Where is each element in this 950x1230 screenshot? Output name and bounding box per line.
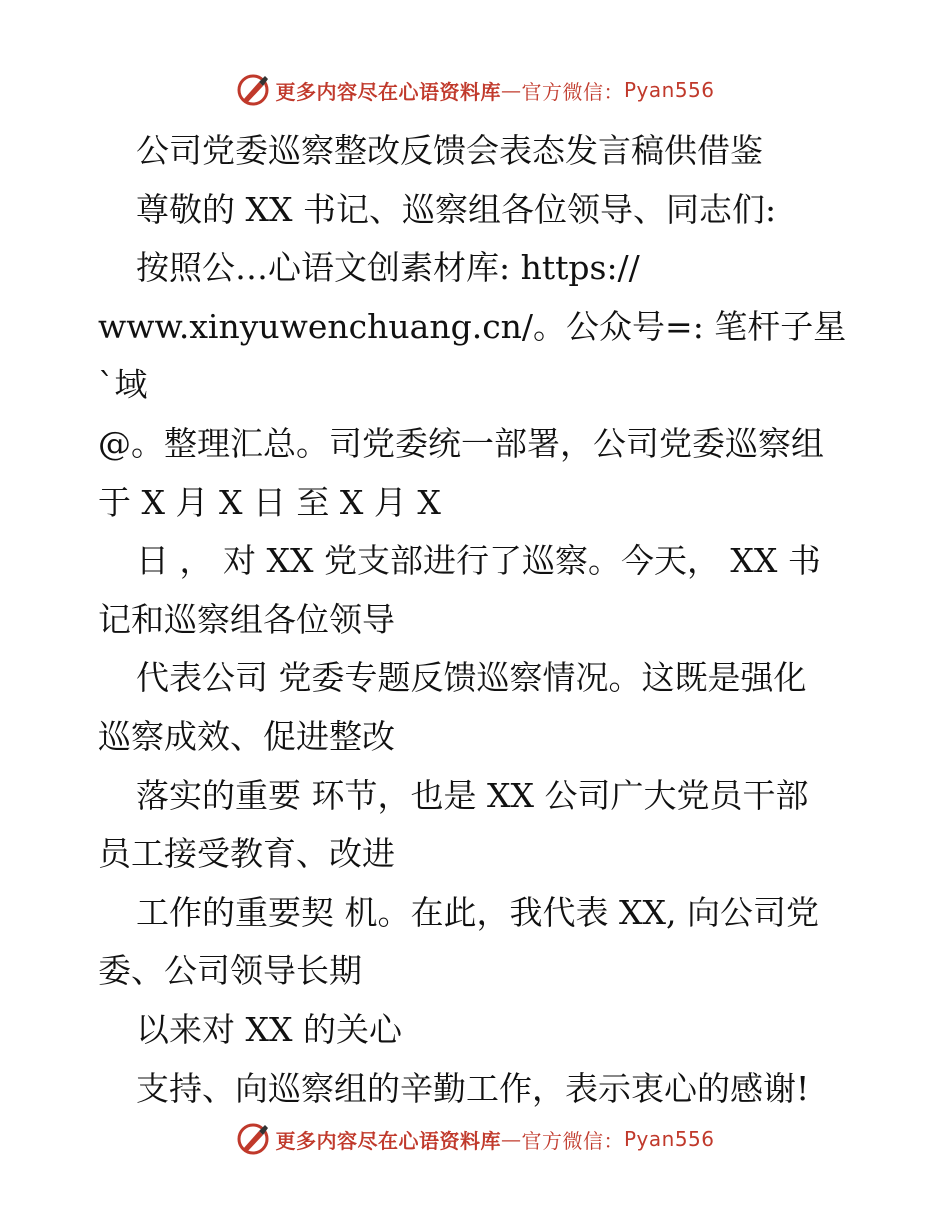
- text-line: 日 ， 对 XX 党支部进行了巡察。今天， XX 书: [136, 541, 821, 581]
- header-banner: [0, 70, 950, 110]
- pen-logo-icon: [235, 72, 271, 108]
- text-line: 支持、向巡察组的辛勤工作，表示衷心的感谢!: [136, 1068, 810, 1108]
- text-line: 巡察成效、促进整改: [98, 716, 395, 756]
- text-line: 落实的重要 环节，也是 XX 公司广大党员干部: [136, 775, 809, 815]
- text-line: 工作的重要契 机。在此，我代表 XX, 向公司党: [136, 892, 819, 932]
- text-line: 员工接受教育、改进: [98, 834, 395, 874]
- footer-banner: [0, 1119, 950, 1159]
- banner-wechat-id: Pyan556: [623, 1127, 715, 1151]
- text-line: 按照公…心语文创素材库: https://: [136, 248, 640, 288]
- text-line: 以来对 XX 的关心: [136, 1009, 402, 1049]
- document-title: 公司党委巡察整改反馈会表态发言稿供借鉴: [136, 131, 763, 170]
- banner-wechat-label: 官方微信：: [521, 1128, 624, 1153]
- salutation: 尊敬的 XX 书记、巡察组各位领导、同志们:: [136, 189, 777, 229]
- banner-wechat-label: 官方微信：: [521, 79, 624, 104]
- banner-title: 更多内容尽在心语资料库: [275, 1128, 501, 1153]
- text-line: 委、公司领导长期: [98, 951, 362, 991]
- banner-dash: —: [500, 78, 522, 102]
- text-line: @。整理汇总。司党委统一部署，公司党委巡察组: [98, 423, 824, 463]
- text-line: www.xinyuwenchuang.cn/。公众号=: 笔杆子星`域: [98, 306, 847, 405]
- banner-title: 更多内容尽在心语资料库: [275, 79, 501, 104]
- pen-logo-icon: [235, 1121, 271, 1157]
- document-body: [98, 122, 858, 1118]
- text-line: 于 X 月 X 日 至 X 月 X: [98, 482, 441, 522]
- banner-wechat-id: Pyan556: [623, 78, 715, 102]
- banner-dash: —: [500, 1127, 522, 1151]
- text-line: 代表公司 党委专题反馈巡察情况。这既是强化: [136, 658, 807, 698]
- text-line: 记和巡察组各位领导: [98, 599, 395, 639]
